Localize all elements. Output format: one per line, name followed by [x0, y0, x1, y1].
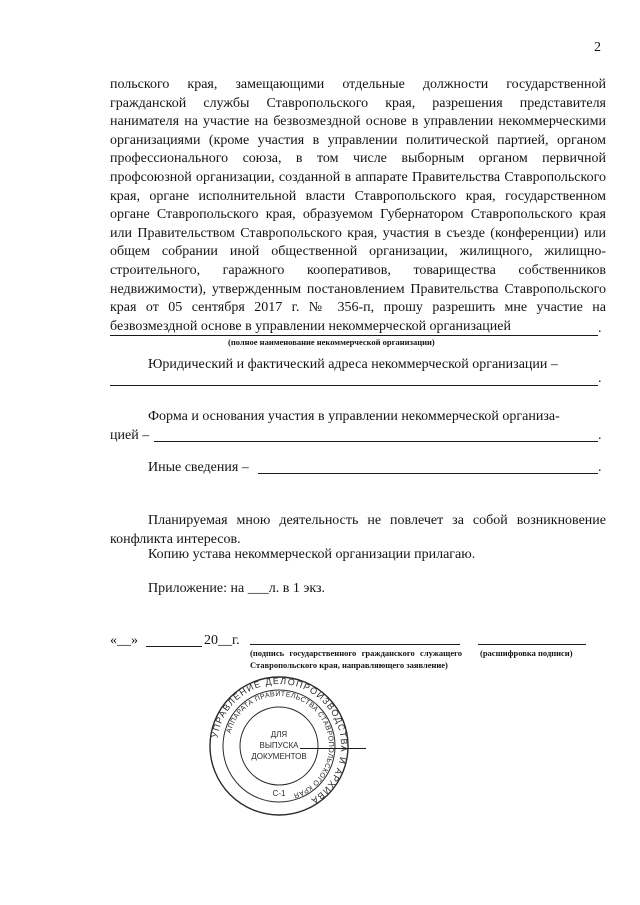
stamp-code: С-1 [272, 789, 286, 798]
form-period: . [598, 428, 602, 443]
stamp-center-line3: ДОКУМЕНТОВ [251, 752, 307, 761]
body-paragraph: польского края, замещающими отдельные должности государственной гражданской службы Ставропольского края, разрешения представителя нанимателя на участие на безвозмездной основе в управлении некоммерческими организациями (кроме участия в управлении политической партией, органом профессионального союза, в том числе выборным органом первичной профсоюзной организации, созданной в аппарате Правительства Ставропольского края, органе исполнительной власти Ставропольского края, государственном органе Ставропольского края, образуемом Губернатором Ставропольского края или Правительством Ставропольского края, участия в съезде (конференции) или общем собрании иной общественной организации, жилищного, жилищно-строительного, гаражного кооперативов, товарищества собственников недвижимости), утвержденным постановлением Правительства Ставропольского края от 05 сентября 2017 г. № 356-п, прошу разрешить мне участие на безвозмездной основе в управлении некоммерческой организацией [110, 77, 606, 334]
other-label: Иные сведения – [148, 460, 249, 475]
address-label: Юридический и фактический адреса некоммерческой организации – [148, 357, 558, 372]
form-label-line1: Форма и основания участия в управлении некоммерческой организа- [148, 409, 560, 424]
date-year: 20__г. [204, 633, 240, 648]
signature-line [250, 644, 460, 645]
stamp-inner-text: АППАРАТА ПРАВИТЕЛЬСТВА СТАВРОПОЛЬСКОГО КРАЯ [225, 690, 335, 799]
stamp-signature-line [300, 748, 366, 749]
organization-stamp [208, 675, 350, 817]
org-name-period: . [598, 321, 602, 336]
stamp-center-line1: ДЛЯ [270, 730, 288, 739]
signature-caption: (подпись государственного гражданского служащего Ставропольского края, направляющего заявление) [250, 648, 462, 670]
other-line [258, 473, 598, 474]
stamp-outer-text: УПРАВЛЕНИЕ ДЕЛОПРОИЗВОДСТВА И АРХИВА [209, 675, 350, 807]
appendix-text: Приложение: на ___л. в 1 экз. [148, 581, 325, 596]
stamp-center-line2: ВЫПУСКА [259, 741, 299, 750]
other-period: . [598, 460, 602, 475]
org-name-caption: (полное наименование некоммерческой организации) [228, 337, 435, 347]
date-month-line [146, 646, 202, 647]
form-label-line2: цией – [110, 428, 150, 443]
page-number: 2 [594, 40, 601, 55]
decoding-caption: (расшифровка подписи) [480, 648, 573, 658]
address-line [110, 385, 598, 386]
charter-text: Копию устава некоммерческой организации прилагаю. [148, 547, 476, 562]
decoding-line [478, 644, 586, 645]
org-name-line [110, 335, 598, 336]
date-day: «__» [110, 633, 138, 648]
form-line [154, 441, 598, 442]
address-period: . [598, 371, 602, 386]
conflict-paragraph: Планируемая мною деятельность не повлечет за собой возникновение конфликта интересов. [110, 513, 606, 547]
